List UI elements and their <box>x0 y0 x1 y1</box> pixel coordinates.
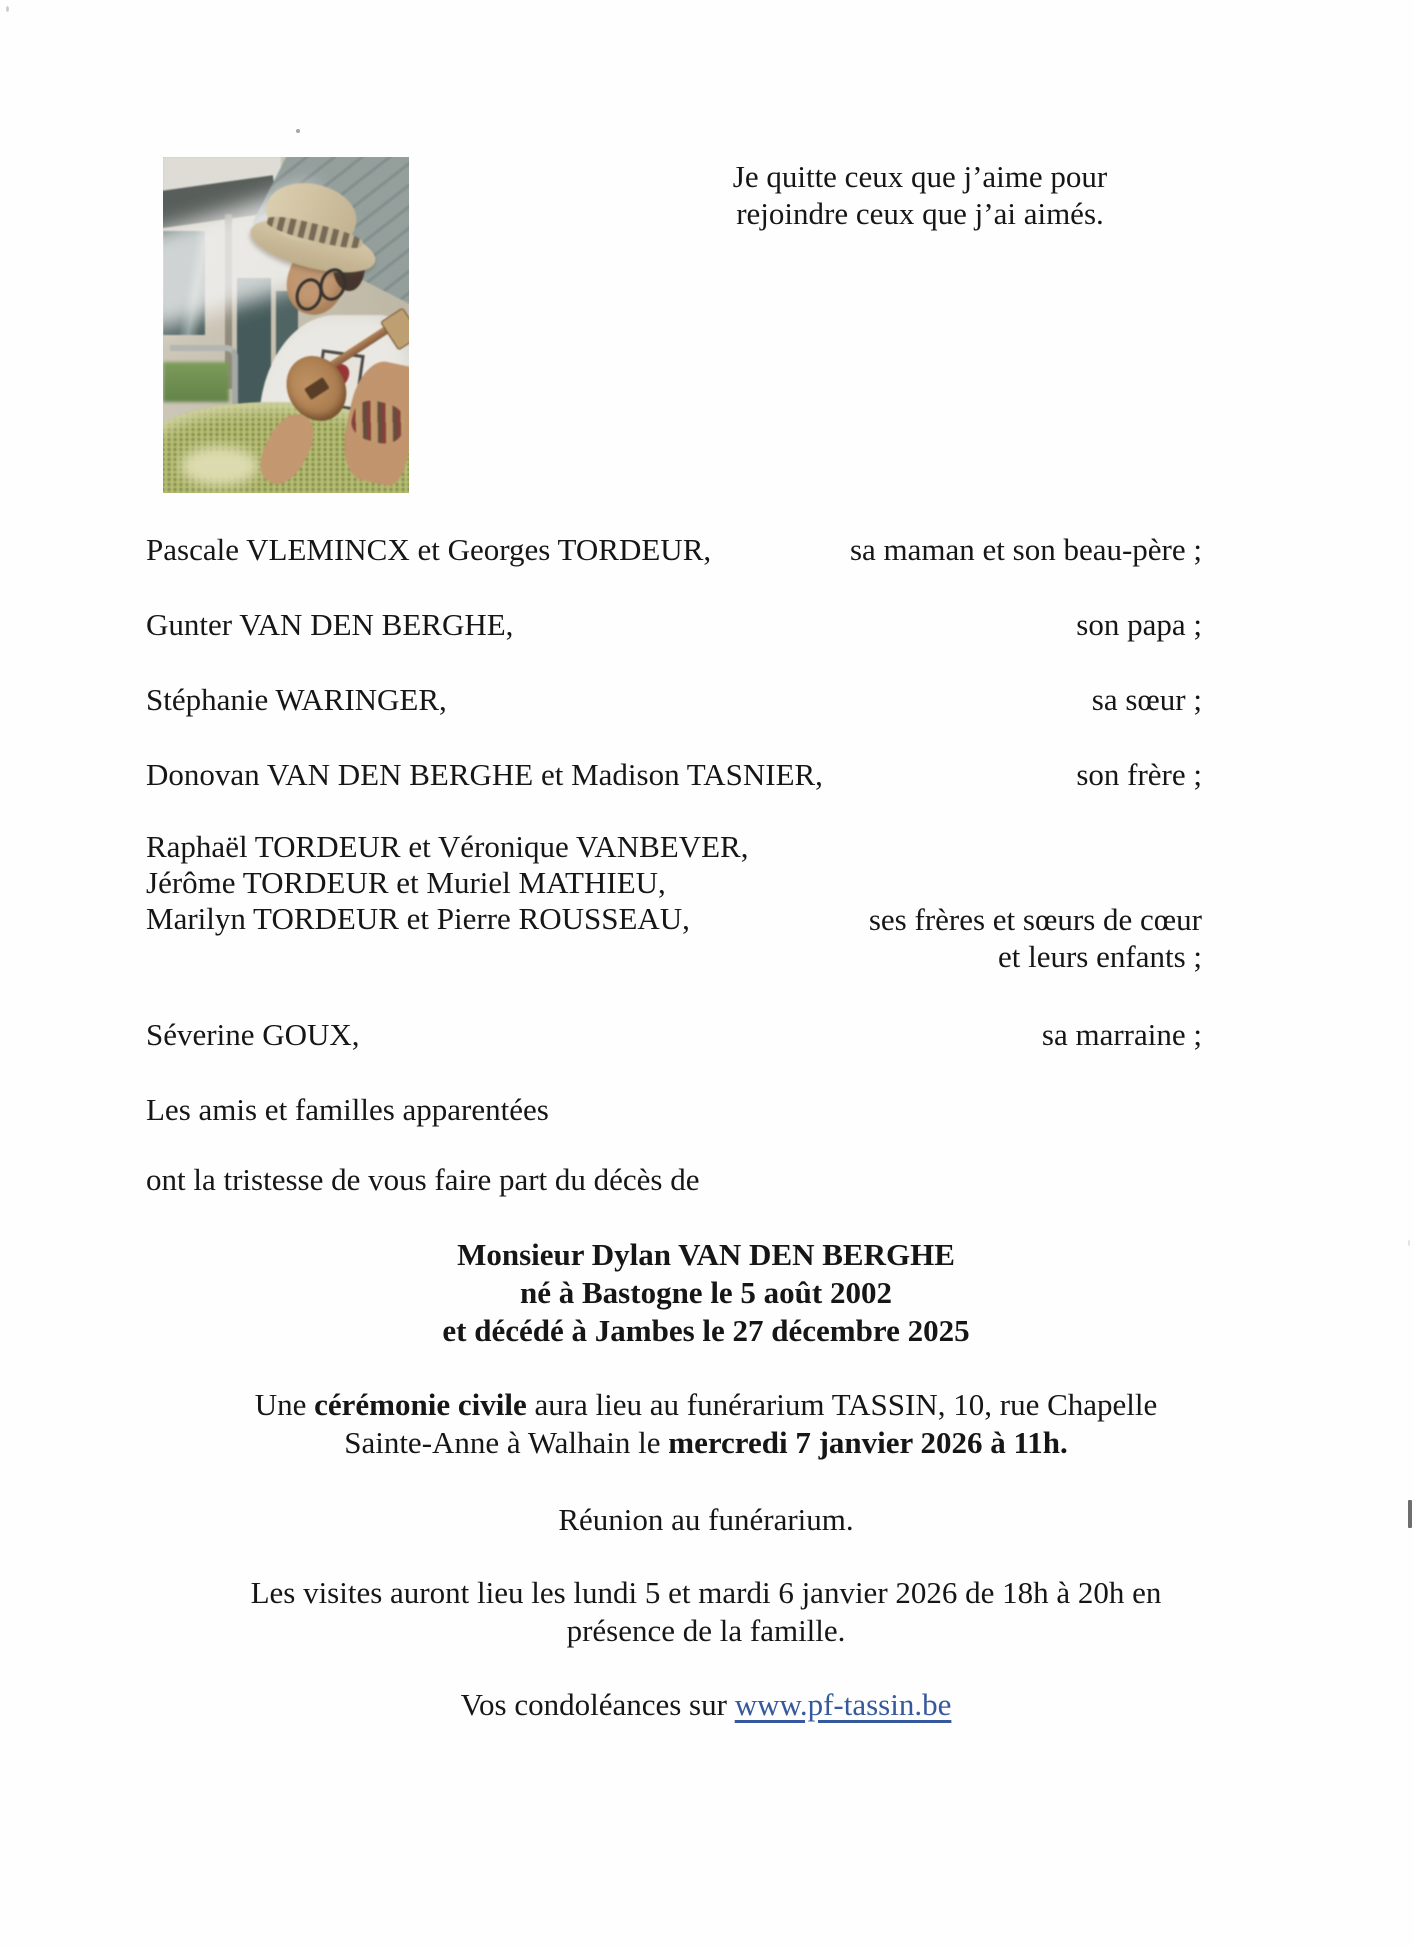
birth-line: né à Bastogne le 5 août 2002 <box>520 1275 892 1310</box>
scan-speck <box>6 6 9 12</box>
scan-speck <box>1408 1240 1410 1246</box>
mourner-row <box>146 1016 1202 1054</box>
visits-text: Les visites auront lieu les lundi 5 et mardi 6 janvier 2026 de 18h à 20h en <box>250 1575 1162 1610</box>
mourner-row-group <box>146 829 1202 974</box>
relation-label: sa marraine ; <box>1041 1017 1202 1052</box>
photo-of-deceased <box>163 157 409 493</box>
visits-paragraph <box>146 1574 1266 1650</box>
mourner-name: Raphaël TORDEUR et Véronique VANBEVER, <box>146 829 749 864</box>
reunion-text: Réunion au funérarium. <box>558 1502 854 1537</box>
mourner-name: Gunter VAN DEN BERGHE, <box>146 607 514 642</box>
relation-label: son frère ; <box>1076 757 1202 792</box>
reunion-line <box>146 1501 1266 1539</box>
mourner-row <box>146 681 1202 719</box>
deceased-block <box>146 1236 1266 1350</box>
condolences-line <box>146 1686 1266 1724</box>
relation-label: ses frères et sœurs de cœur <box>868 902 1202 937</box>
relation-label: et leurs enfants ; <box>997 939 1202 974</box>
photo-scene <box>163 157 409 493</box>
relation-label: son papa ; <box>1076 607 1202 642</box>
intro-text: ont la tristesse de vous faire part du décès de <box>146 1162 700 1197</box>
mourner-name: Séverine GOUX, <box>146 1017 360 1052</box>
death-line: et décédé à Jambes le 27 décembre 2025 <box>442 1313 970 1348</box>
epitaph-quote <box>690 158 1150 232</box>
mourner-row <box>146 756 1202 794</box>
mourner-name: Stéphanie WARINGER, <box>146 682 447 717</box>
mourner-row <box>146 606 1202 644</box>
mourner-name: Pascale VLEMINCX et Georges TORDEUR, <box>146 532 712 567</box>
scan-speck <box>296 129 300 133</box>
condolences-link[interactable]: www.pf-tassin.be <box>734 1687 952 1722</box>
epitaph-line: rejoindre ceux que j’ai aimés. <box>736 196 1104 231</box>
deceased-name: Monsieur Dylan VAN DEN BERGHE <box>457 1237 955 1272</box>
ceremony-paragraph <box>146 1386 1266 1462</box>
mourner-name: Jérôme TORDEUR et Muriel MATHIEU, <box>146 865 666 900</box>
mourner-row <box>146 1091 1202 1129</box>
condolences-text: Vos condoléances sur <box>460 1687 735 1722</box>
ceremony-type: cérémonie civile <box>314 1387 527 1422</box>
epitaph-line: Je quitte ceux que j’aime pour <box>732 159 1108 194</box>
relation-label-group <box>869 829 1202 975</box>
ceremony-text: Sainte-Anne à Walhain le <box>344 1425 669 1460</box>
ceremony-text: aura lieu au funérarium TASSIN, 10, rue Chapelle <box>526 1387 1158 1422</box>
mourner-name: Marilyn TORDEUR et Pierre ROUSSEAU, <box>146 901 690 936</box>
intro-line <box>146 1161 1202 1199</box>
photo-scan-grain <box>163 157 409 493</box>
mourner-row <box>146 531 1202 569</box>
visits-text: présence de la famille. <box>566 1613 846 1648</box>
mourner-name: Donovan VAN DEN BERGHE et Madison TASNIER, <box>146 757 823 792</box>
mourner-name: Les amis et familles apparentées <box>146 1092 549 1127</box>
scan-artifact-bar <box>1408 1500 1412 1528</box>
ceremony-datetime: mercredi 7 janvier 2026 à 11h. <box>668 1425 1068 1460</box>
relation-label: sa maman et son beau-père ; <box>849 532 1202 567</box>
ceremony-text: Une <box>254 1387 315 1422</box>
relation-label: sa sœur ; <box>1091 682 1202 717</box>
